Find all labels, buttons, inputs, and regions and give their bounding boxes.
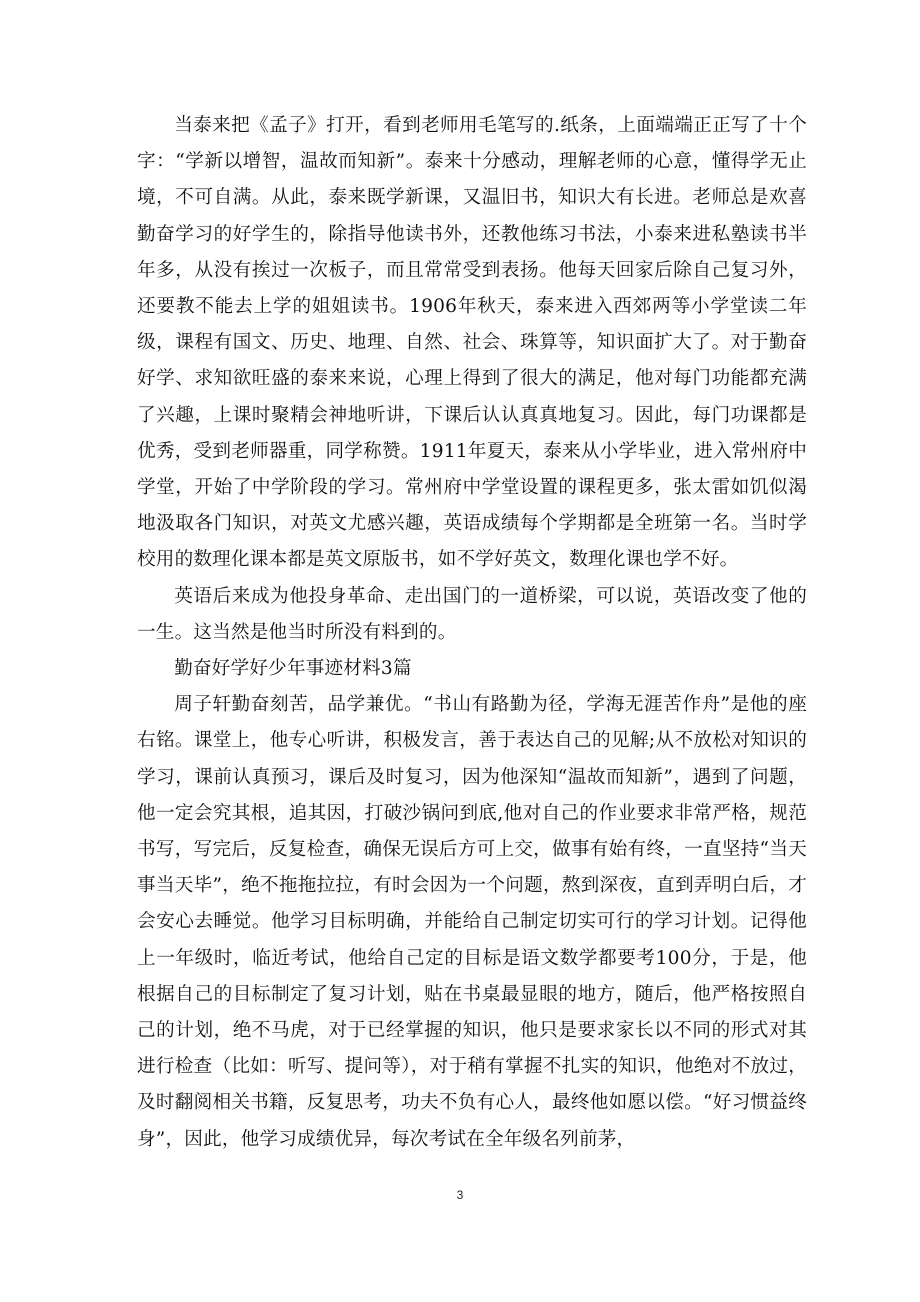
- page-number: 3: [456, 1188, 464, 1202]
- document-body: [137, 108, 807, 1158]
- paragraph-tailai-study: 当泰来把《孟子》打开，看到老师用毛笔写的.纸条，上面端端正正写了十个字：“学新以增智，温故而知新”。泰来十分感动，理解老师的心意，懂得学无止境，不可自满。从此，泰来既学新课，又温旧书，知识大有长进。老师总是欢喜勤奋学习的好学生的，除指导他读书外，还教他练习书法，小泰来进私塾读书半年多，从没有挨过一次板子，而且常常受到表扬。他每天回家后除自己复习外，还要教不能去上学的姐姐读书。1906年秋天，泰来进入西郊两等小学堂读二年级，课程有国文、历史、地理、自然、社会、珠算等，知识面扩大了。对于勤奋好学、求知欲旺盛的泰来来说，心理上得到了很大的满足，他对每门功能都充满了兴趣，上课时聚精会神地听讲，下课后认认真真地复习。因此，每门功课都是优秀，受到老师器重，同学称赞。1911年夏天，泰来从小学毕业，进入常州府中学堂，开始了中学阶段的学习。常州府中学堂设置的课程更多，张太雷如饥似渴地汲取各门知识，对英文尤感兴趣，英语成绩每个学期都是全班第一名。当时学校用的数理化课本都是英文原版书，如不学好英文，数理化课也学不好。: [137, 115, 807, 571]
- section-heading: 勤奋好学好少年事迹材料3篇: [174, 658, 412, 680]
- paragraph-zhou-zixuan: 周子轩勤奋刻苦，品学兼优。“书山有路勤为径，学海无涯苦作舟”是他的座右铭。课堂上，他专心听讲，积极发言，善于表达自己的见解;从不放松对知识的学习，课前认真预习，课后及时复习，因为他深知“温故而知新”，遇到了问题，他一定会究其根，追其因，打破沙锅问到底,他对自己的作业要求非常严格，规范书写，写完后，反复检查，确保无误后方可上交，做事有始有终，一直坚持“当天事当天毕”，绝不拖拖拉拉，有时会因为一个问题，熬到深夜，直到弄明白后，才会安心去睡觉。他学习目标明确，并能给自己制定切实可行的学习计划。记得他上一年级时，临近考试，他给自己定的目标是语文数学都要考100分，于是，他根据自己的目标制定了复习计划，贴在书桌最显眼的地方，随后，他严格按照自己的计划，绝不马虎，对于已经掌握的知识，他只是要求家长以不同的形式对其进行检查（比如：听写、提问等），对于稍有掌握不扎实的知识，他绝对不放过，及时翻阅相关书籍，反复思考，功夫不负有心人，最终他如愿以偿。“好习惯益终身”，因此，他学习成绩优异，每次考试在全年级名列前茅，: [137, 694, 807, 1150]
- paragraph-english-bridge: 英语后来成为他投身革命、走出国门的一道桥梁，可以说，英语改变了他的一生。这当然是他当时所没有料到的。: [137, 585, 807, 643]
